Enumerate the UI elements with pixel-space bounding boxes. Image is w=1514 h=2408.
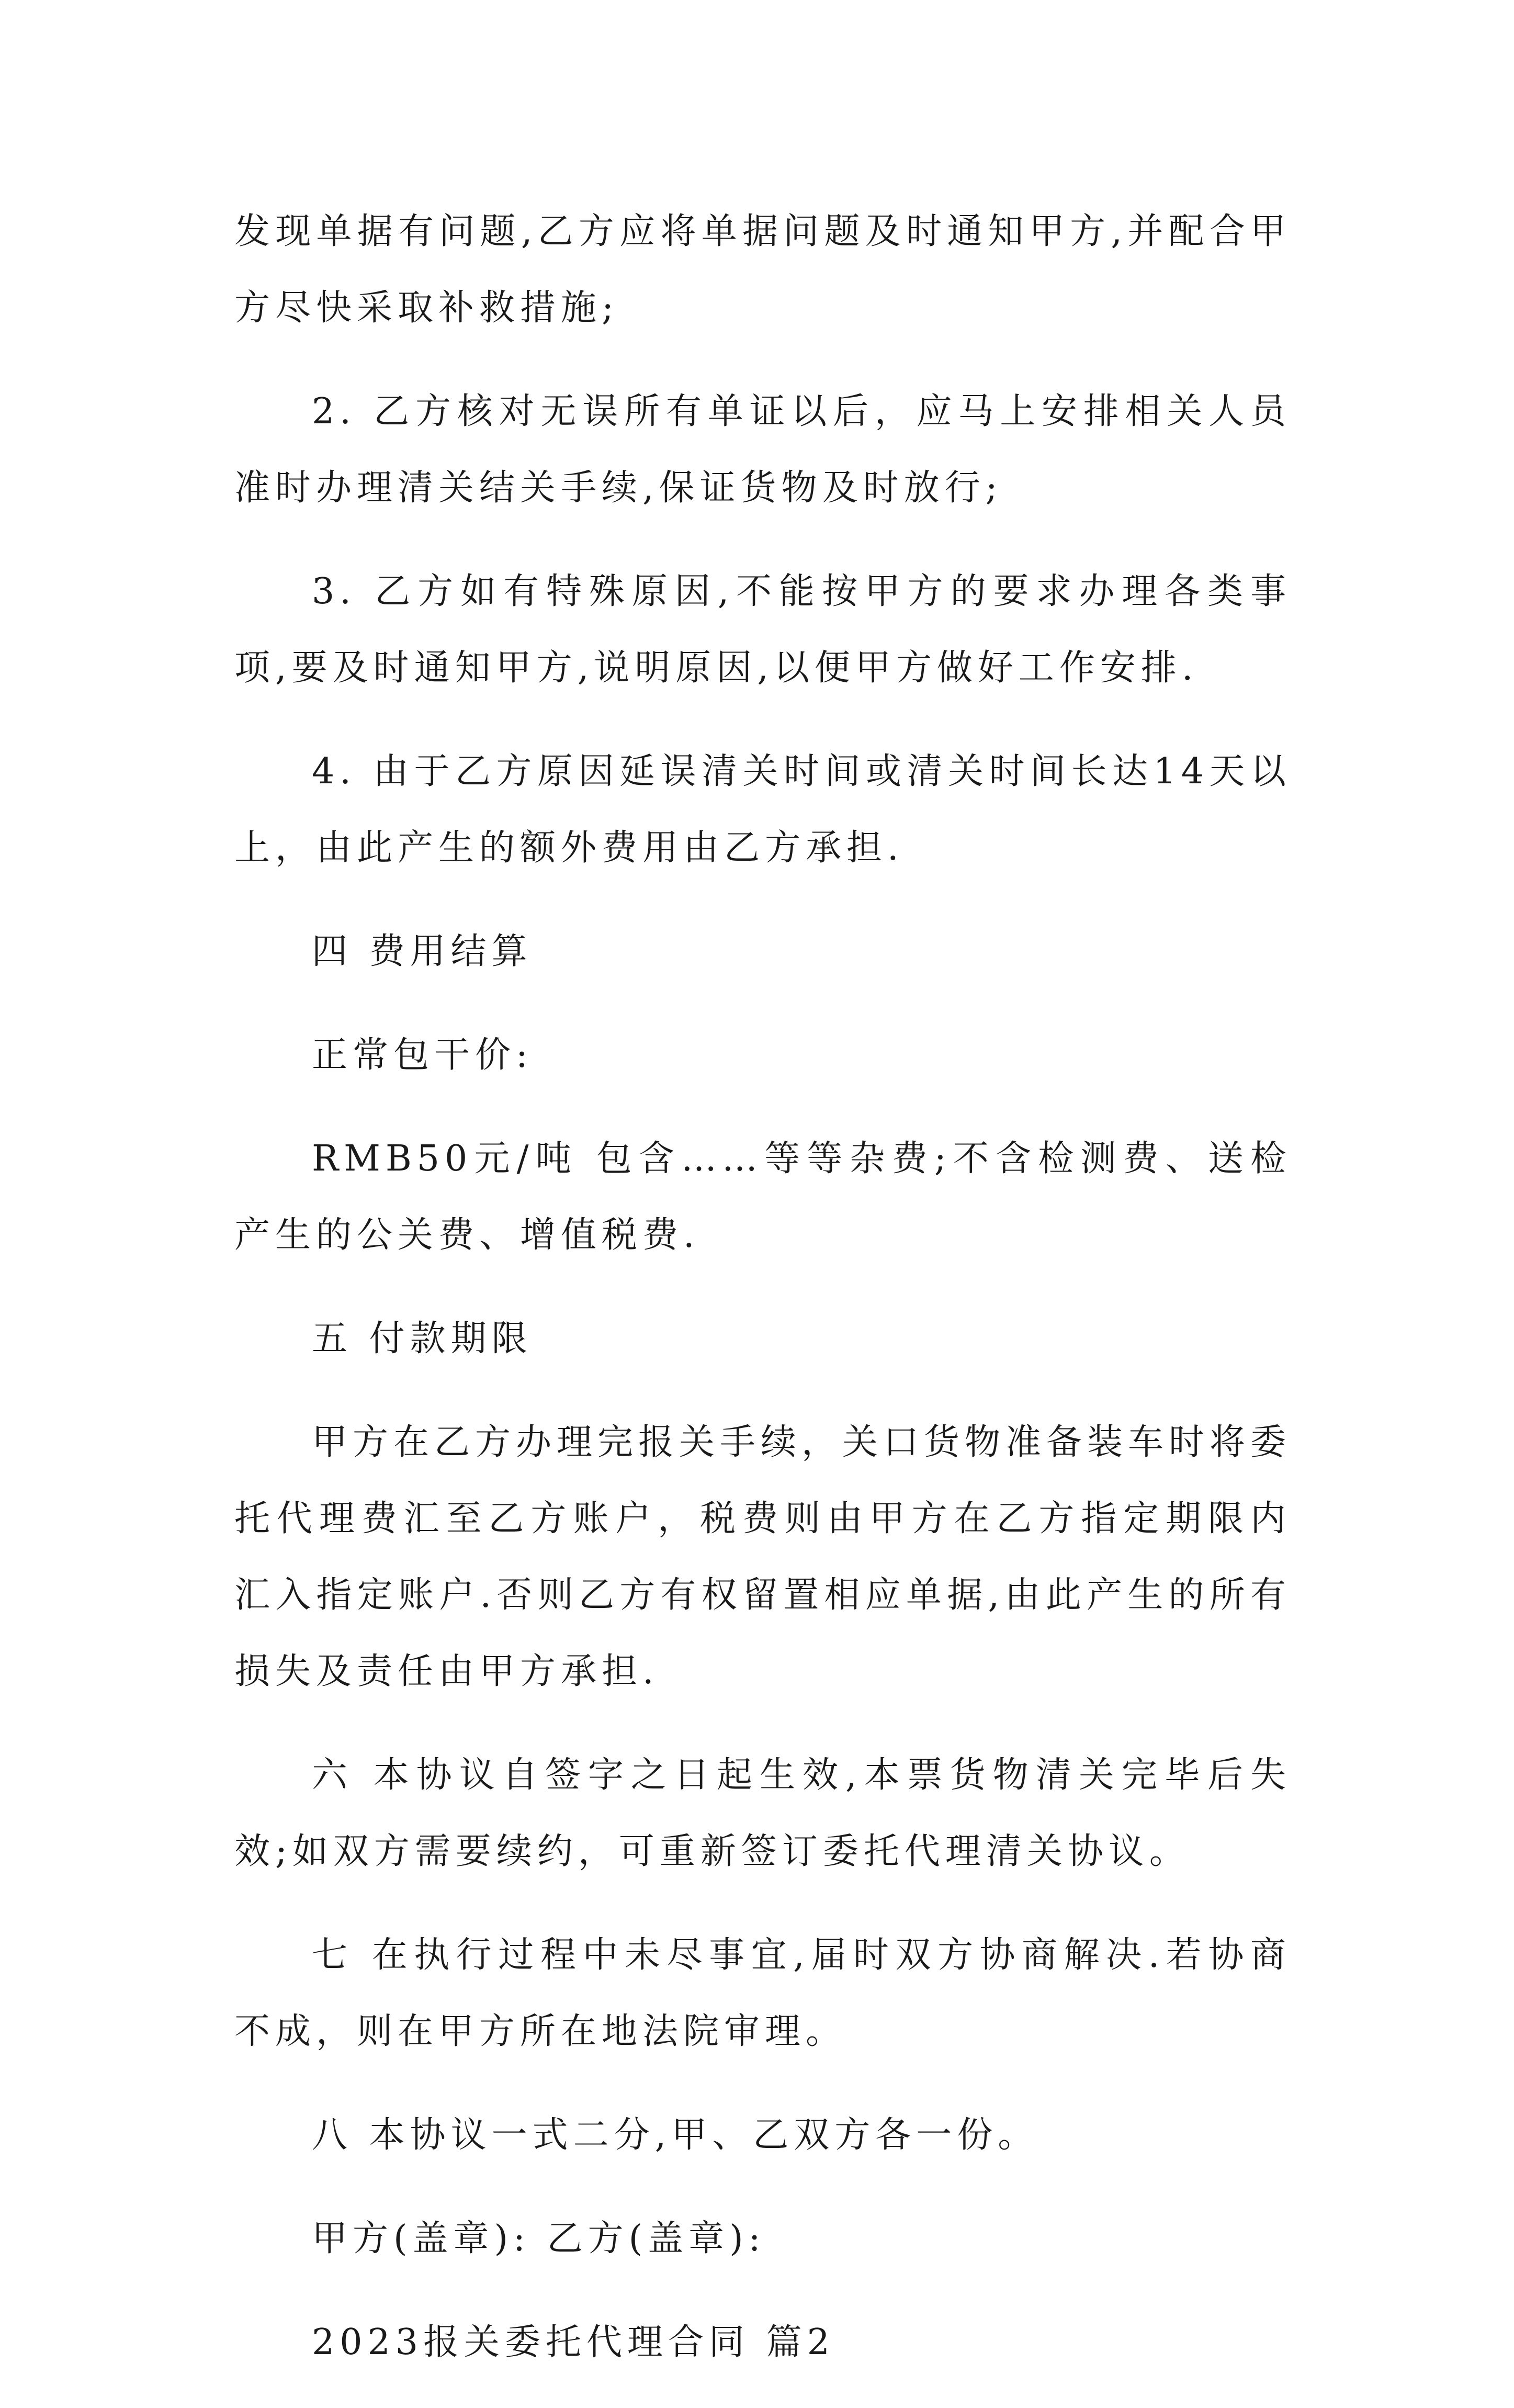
document-body [234,194,1291,2408]
paragraph-4: 4. 由于乙方原因延误清关时间或清关时间长达14天以上，由此产生的额外费用由乙方承担. [234,751,1291,869]
paragraph-next-title: 2023报关委托代理合同 篇2 [312,2322,835,2363]
paragraph-signatures: 甲方(盖章): 乙方(盖章): [312,2218,766,2259]
paragraph-2: 2. 乙方核对无误所有单证以后，应马上安排相关人员准时办理清关结关手续,保证货物及时放行; [234,391,1291,509]
paragraph-price-detail: RMB50元/吨 包含……等等杂费;不含检测费、送检产生的公关费、增值税费. [234,1138,1291,1256]
paragraph-price-label: 正常包干价: [312,1034,533,1076]
paragraph-3: 3. 乙方如有特殊原因,不能按甲方的要求办理各类事项,要及时通知甲方,说明原因,以便甲方做好工作安排. [234,571,1291,689]
paragraph-payment: 甲方在乙方办理完报关手续，关口货物准备装车时将委托代理费汇至乙方账户，税费则由甲方在乙方指定期限内汇入指定账户.否则乙方有权留置相应单据,由此产生的所有损失及责任由甲方承担. [234,1422,1292,1692]
paragraph-copies: 八 本协议一式二分,甲、乙双方各一份。 [312,2114,1039,2156]
section-heading-fees: 四 费用结算 [312,931,533,972]
section-heading-payment: 五 付款期限 [312,1318,533,1359]
paragraph-effective: 六 本协议自签字之日起生效,本票货物清关完毕后失效;如双方需要续约，可重新签订委托代理清关协议。 [234,1754,1291,1872]
paragraph-1: 发现单据有问题,乙方应将单据问题及时通知甲方,并配合甲方尽快采取补救措施; [234,211,1291,329]
paragraph-disputes: 七 在执行过程中未尽事宜,届时双方协商解决.若协商不成，则在甲方所在地法院审理。 [234,1934,1291,2052]
